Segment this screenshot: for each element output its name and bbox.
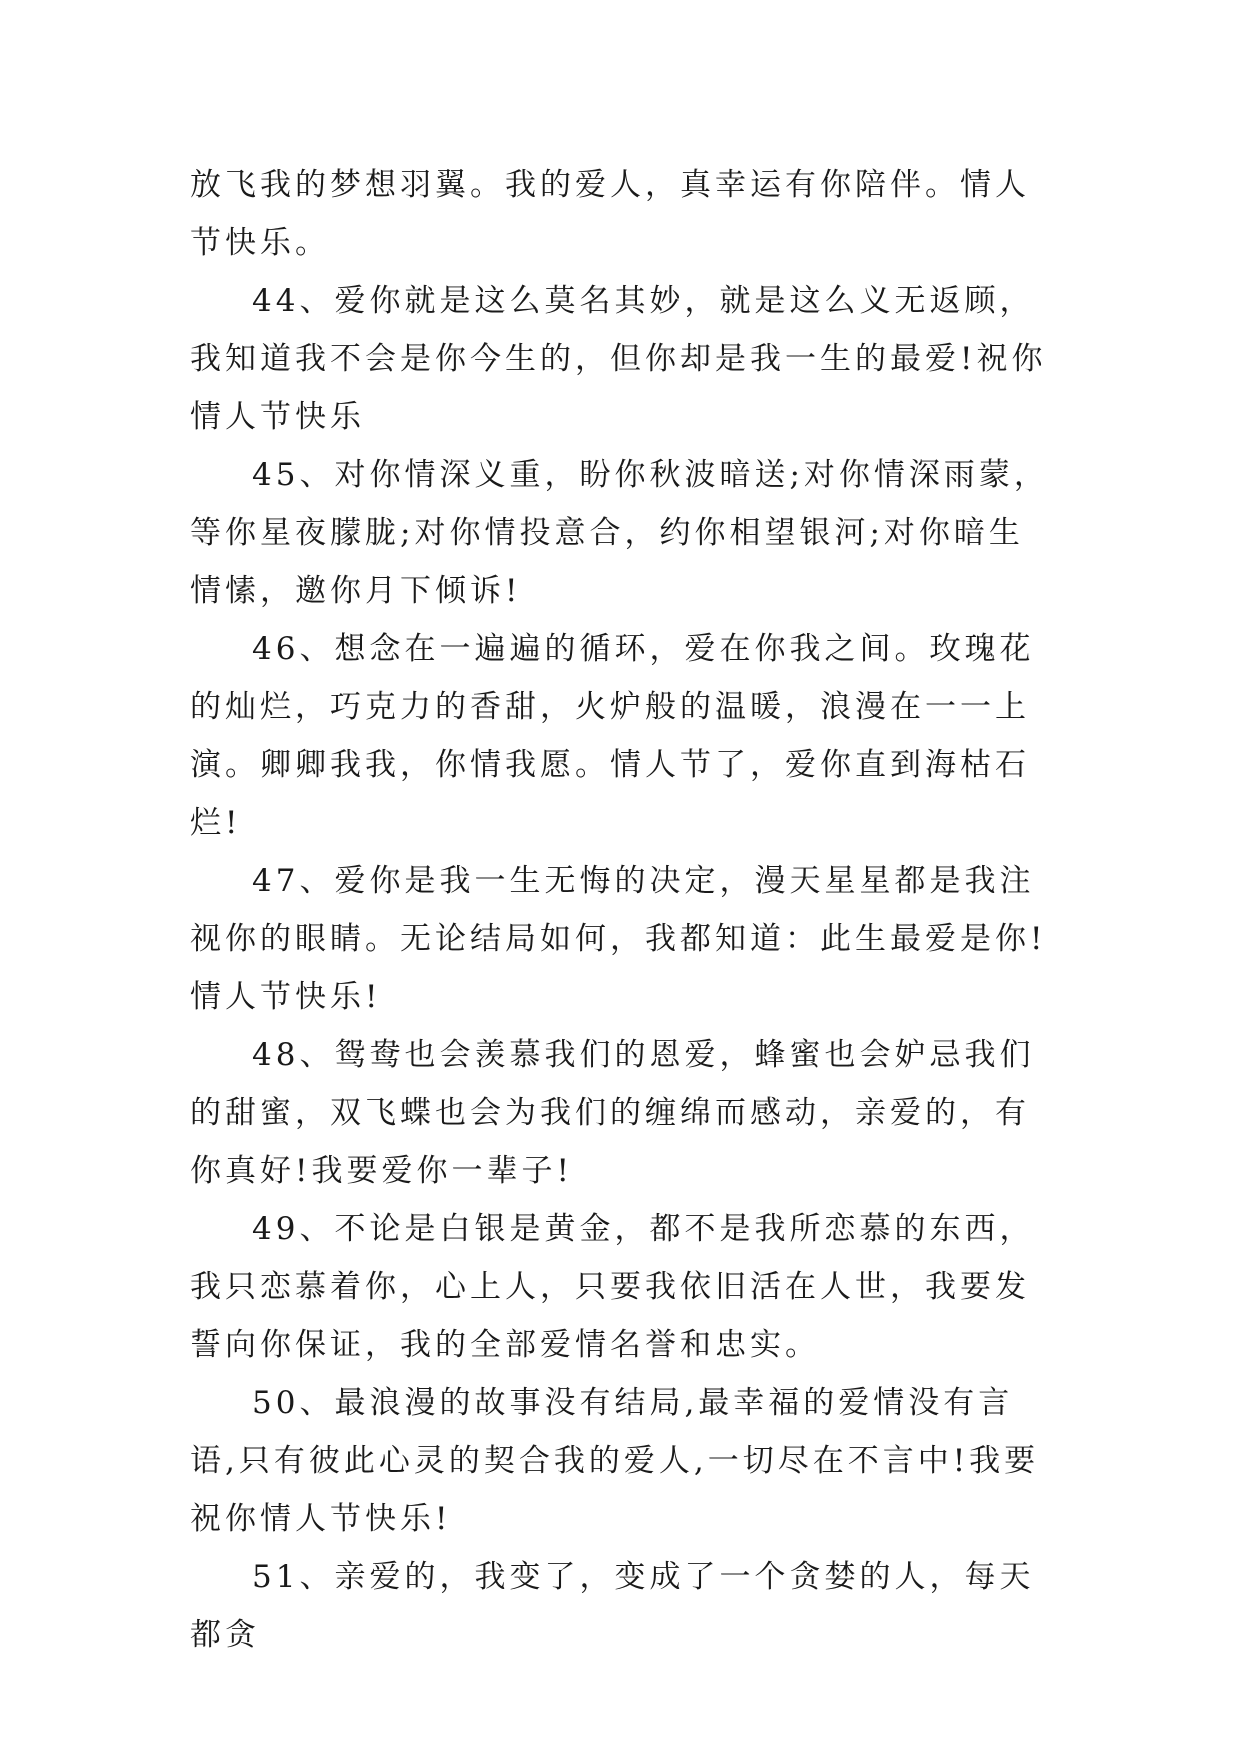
- paragraph: 放飞我的梦想羽翼。我的爱人，真幸运有你陪伴。情人节快乐。: [190, 167, 1030, 261]
- paragraph-44: 44、爱你就是这么莫名其妙，就是这么义无返顾，我知道我不会是你今生的，但你却是我一生的最爱!祝你情人节快乐: [190, 283, 1047, 435]
- paragraph-48: 48、鸳鸯也会羡慕我们的恩爱，蜂蜜也会妒忌我们的甜蜜，双飞蝶也会为我们的缠绵而感动，亲爱的，有你真好!我要爱你一辈子!: [190, 1037, 1035, 1189]
- paragraph-51: 51、亲爱的，我变了，变成了一个贪婪的人，每天都贪: [190, 1559, 1035, 1653]
- paragraph-49: 49、不论是白银是黄金，都不是我所恋慕的东西，我只恋慕着你，心上人，只要我依旧活在人世，我要发誓向你保证，我的全部爱情名誉和忠实。: [190, 1211, 1035, 1363]
- paragraph-45: 45、对你情深义重，盼你秋波暗送;对你情深雨蒙，等你星夜朦胧;对你情投意合，约你相望银河;对你暗生情愫，邀你月下倾诉!: [190, 457, 1049, 609]
- paragraph-46: 46、想念在一遍遍的循环，爱在你我之间。玫瑰花的灿烂，巧克力的香甜，火炉般的温暖，浪漫在一一上演。卿卿我我，你情我愿。情人节了，爱你直到海枯石烂!: [190, 631, 1035, 841]
- document-body: [190, 156, 1052, 1664]
- paragraph-50: 50、最浪漫的故事没有结局,最幸福的爱情没有言语,只有彼此心灵的契合我的爱人,一切尽在不言中!我要祝你情人节快乐!: [190, 1385, 1040, 1537]
- paragraph-47: 47、爱你是我一生无悔的决定，漫天星星都是我注视你的眼睛。无论结局如何，我都知道：此生最爱是你!情人节快乐!: [190, 863, 1047, 1015]
